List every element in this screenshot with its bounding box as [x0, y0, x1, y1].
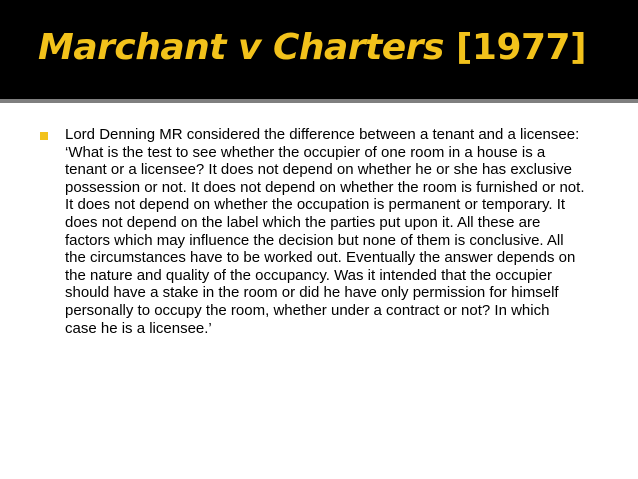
case-year: [1977] — [455, 27, 587, 68]
bullet-text: Lord Denning MR considered the difference between a tenant and a licensee: ‘What is the test to see whether the occupier of one room in a house is a tenant or a licensee? It does not depend on whether he or she has exclusive possession or not. It does not depend on whether the room is furnished or not. It does not depend on whether the occupation is permanent or temporary. It does not depend on the label which the parties put upon it. All these are factors which may influence the decision but none of them is conclusive. All the circumstances have to be worked out. Eventually the answer depends on the nature and quality of the occupancy. Was it intended that the occupier should have a stake in the room or did he have only permission for himself personally to occupy the room, whether under a contract or not? In which case he is a licensee.’ — [65, 126, 585, 337]
slide-title — [38, 26, 586, 70]
slide-body — [40, 126, 600, 337]
case-name: Marchant v Charters — [38, 27, 444, 68]
title-bar — [0, 0, 638, 103]
bullet-item — [40, 126, 600, 337]
square-bullet-icon — [40, 132, 48, 140]
